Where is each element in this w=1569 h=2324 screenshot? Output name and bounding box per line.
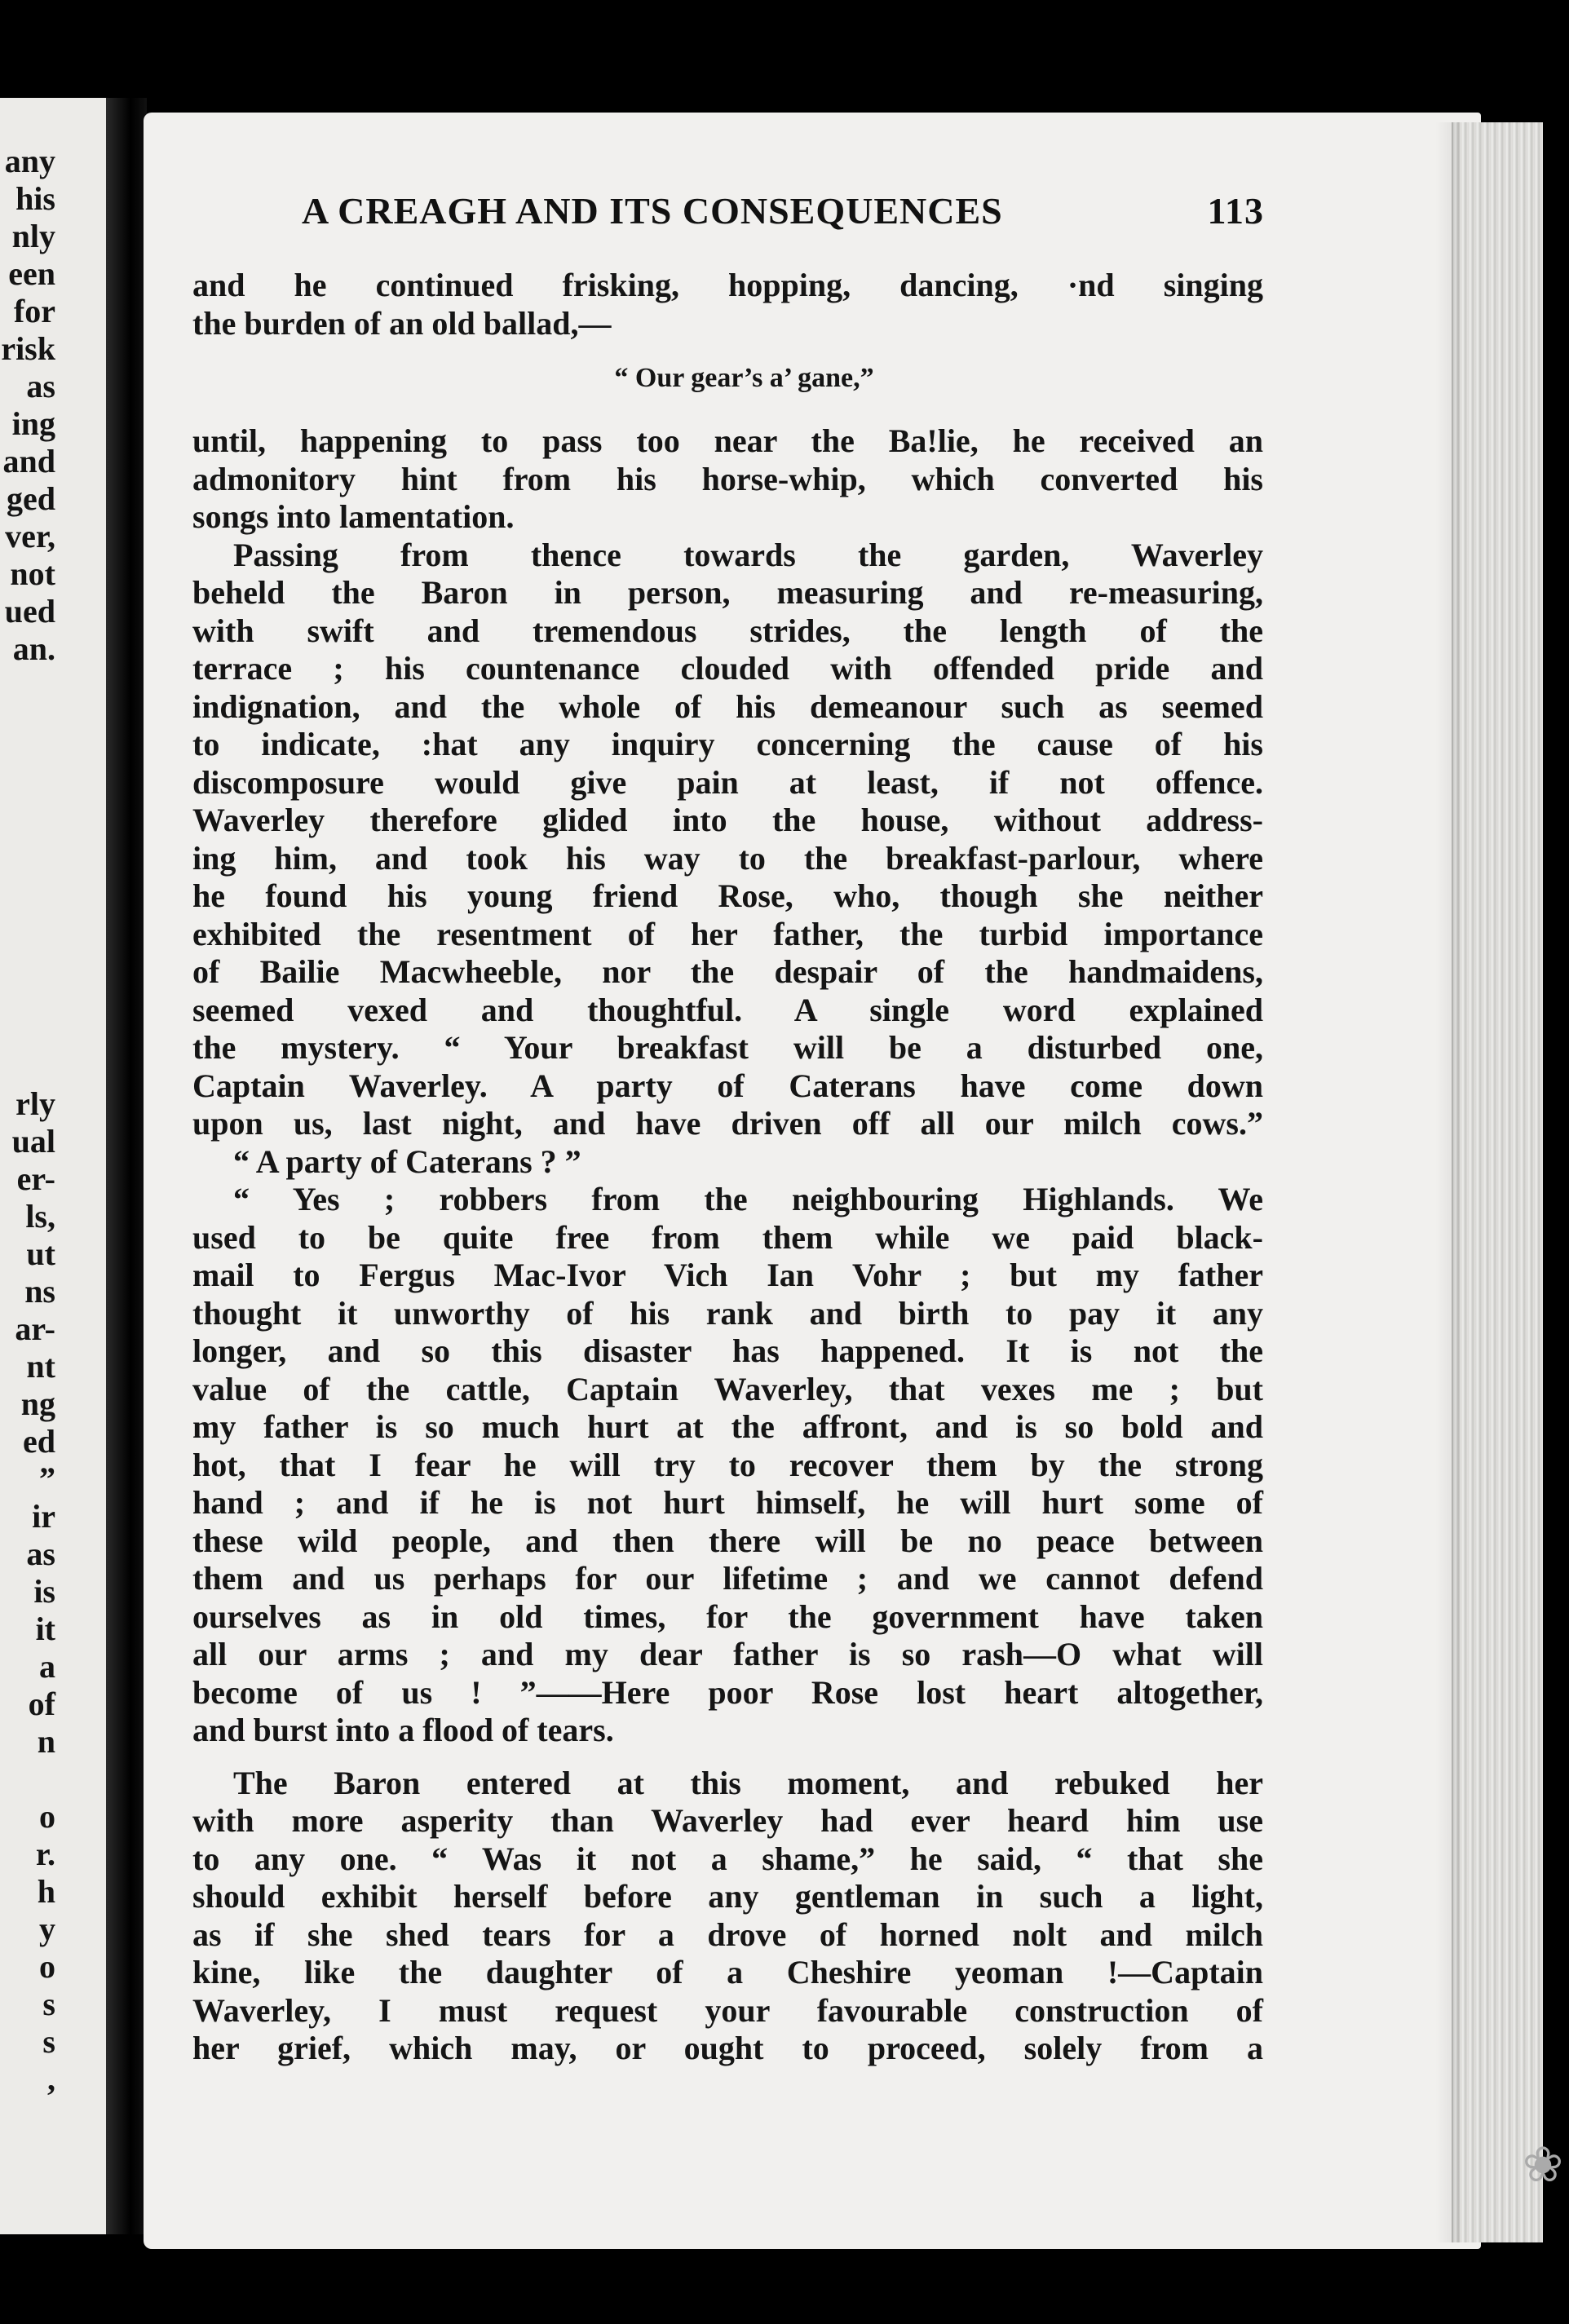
left-page-line: een [8,255,55,292]
text-line: Captain Waverley. A party of Caterans have come down [192,1067,1263,1104]
left-page-line: any [4,143,55,179]
text-line: hand ; and if he is not hurt himself, he will hurt some of [192,1484,1263,1521]
left-page-line: ” [39,1460,55,1497]
left-page-line: ed [23,1423,55,1460]
text-line: mail to Fergus Mac-Ivor Vich Ian Vohr ; but my father [192,1257,1263,1293]
left-page-line: ver, [5,518,55,554]
text-line: beheld the Baron in person, measuring and re-measuring, [192,574,1263,611]
text-line: and he continued frisking, hopping, dancing, ·nd singing [192,267,1263,303]
text-line: discomposure would give pain at least, if not offence. [192,763,1263,801]
left-page-line: ged [7,480,55,517]
text-line: he found his young friend Rose, who, though she neither [192,877,1263,914]
text-line: as if she shed tears for a drove of horned nolt and milch [192,1915,1263,1953]
text-line: Waverley, I must request your favourable construction of [192,1991,1263,2029]
paragraph-passing [192,537,1263,1143]
text-line: become of us ! ”——Here poor Rose lost heart altogether, [192,1673,1263,1711]
text-line: my father is so much hurt at the affront, and is so bold and [192,1408,1263,1445]
left-page-line: for [13,293,55,329]
left-page-line: o [39,1798,55,1835]
text-line: Waverley therefore glided into the house, without address- [192,802,1263,838]
left-page-line: it [35,1610,55,1647]
left-page-line: as [26,368,55,404]
text-line: the burden of an old ballad,— [192,304,612,342]
text-line: upon us, last night, and have driven off all our milch cows.” [192,1105,1263,1142]
text-line: to any one. “ Was it not a shame,” he said, “ that she [192,1840,1263,1877]
paragraph-opening [192,267,1263,342]
text-line: to indicate, :hat any inquiry concerning the cause of his [192,726,1263,762]
text-line: Passing from thence towards the garden, Waverley [233,536,1263,573]
paragraph-continuation [192,422,1263,537]
text-line: ourselves as in old times, for the government have taken [192,1597,1263,1635]
text-line: should exhibit herself before any gentleman in such a light, [192,1878,1263,1915]
left-page-line: risk [1,330,55,367]
left-page-line: his [15,180,55,217]
scan-artifact: ❀ [1522,2138,1564,2192]
text-line: indignation, and the whole of his demeanour such as seemed [192,687,1263,725]
left-page-line: ual [11,1123,55,1160]
text-line: the mystery. “ Your breakfast will be a disturbed one, [192,1029,1263,1066]
text-line: ing him, and took his way to the breakfast-parlour, where [192,839,1263,877]
left-page-line: s [42,2023,55,2060]
left-page-line: ut [26,1235,55,1272]
text-line: her grief, which may, or ought to proceed, solely from a [192,2030,1263,2066]
left-page-line: h [37,1873,55,1910]
text-line: used to be quite free from them while we paid black- [192,1218,1263,1256]
text-line: them and us perhaps for our lifetime ; and we cannot defend [192,1560,1263,1597]
left-page-line: er- [16,1160,55,1197]
chapter-title: A CREAGH AND ITS CONSEQUENCES [302,190,1003,232]
page-edges [1452,122,1543,2242]
left-page-line: ued [4,593,55,630]
text-line: exhibited the resentment of her father, the turbid importance [192,915,1263,952]
left-page-line: s [42,1986,55,2022]
left-page-line: ns [24,1273,55,1310]
text-line: The Baron entered at this moment, and rebuked her [233,1764,1263,1801]
text-line: all our arms ; and my dear father is so rash—O what will [192,1636,1263,1672]
left-page-line: ls, [25,1198,55,1235]
text-line: and burst into a flood of tears. [192,1712,614,1748]
text-line: of Bailie Macwheeble, nor the despair of the handmaidens, [192,953,1263,990]
text-line: value of the cattle, Captain Waverley, that vexes me ; but [192,1370,1263,1407]
text-line: kine, like the daughter of a Cheshire yeoman !—Captain [192,1954,1263,1990]
left-page-line: nt [26,1348,55,1385]
text-line: with swift and tremendous strides, the length of the [192,612,1263,649]
left-page-line: y [39,1911,55,1947]
left-page-line: a [39,1648,55,1685]
left-page-line: o [39,1948,55,1985]
verse-quotation: “ Our gear’s a’ gane,” [614,363,874,393]
text-line: admonitory hint from his horse-whip, which converted his [192,460,1263,497]
left-page-line: not [10,555,55,592]
text-line: longer, and so this disaster has happened. It is not the [192,1332,1263,1369]
text-line: thought it unworthy of his rank and birth to pay it any [192,1294,1263,1332]
left-page-line: ar- [15,1310,55,1347]
text-line: “ A party of Caterans ? ” [233,1142,581,1180]
text-line: with more asperity than Waverley had ever heard him use [192,1802,1263,1839]
body-text [192,267,1263,2068]
left-page-line: and [2,443,55,479]
left-page-line: nly [11,218,55,254]
left-page-line: as [26,1535,55,1572]
book-gutter [106,98,147,2234]
text-line: these wild people, and then there will be no peace between [192,1522,1263,1559]
text-line: seemed vexed and thoughtful. A single word explained [192,991,1263,1028]
text-line: terrace ; his countenance clouded with offended pride and [192,650,1263,687]
left-page-line: an. [12,630,55,667]
left-page-line: ing [11,405,55,442]
paragraph-baron-enters [192,1765,1263,2068]
left-page-line: ir [32,1498,55,1535]
text-line: songs into lamentation. [192,498,515,535]
left-page-line: is [33,1573,55,1610]
text-line: hot, that I fear he will try to recover them by the strong [192,1446,1263,1483]
text-line: until, happening to pass too near the Ba!lie, he received an [192,422,1263,459]
left-page-line: rly [15,1085,55,1122]
left-page-line: of [28,1686,55,1722]
paragraph-rose-speech [192,1181,1263,1750]
previous-page-fragment [0,98,106,2234]
left-page-line: ng [20,1385,55,1422]
page-shadow [1435,122,1460,2242]
page-number: 113 [1207,190,1264,232]
text-line: “ Yes ; robbers from the neighbouring Highlands. We [233,1181,1263,1217]
left-page-line: n [37,1723,55,1760]
left-page-line: r. [35,1836,55,1872]
left-page-line: , [47,2061,55,2097]
